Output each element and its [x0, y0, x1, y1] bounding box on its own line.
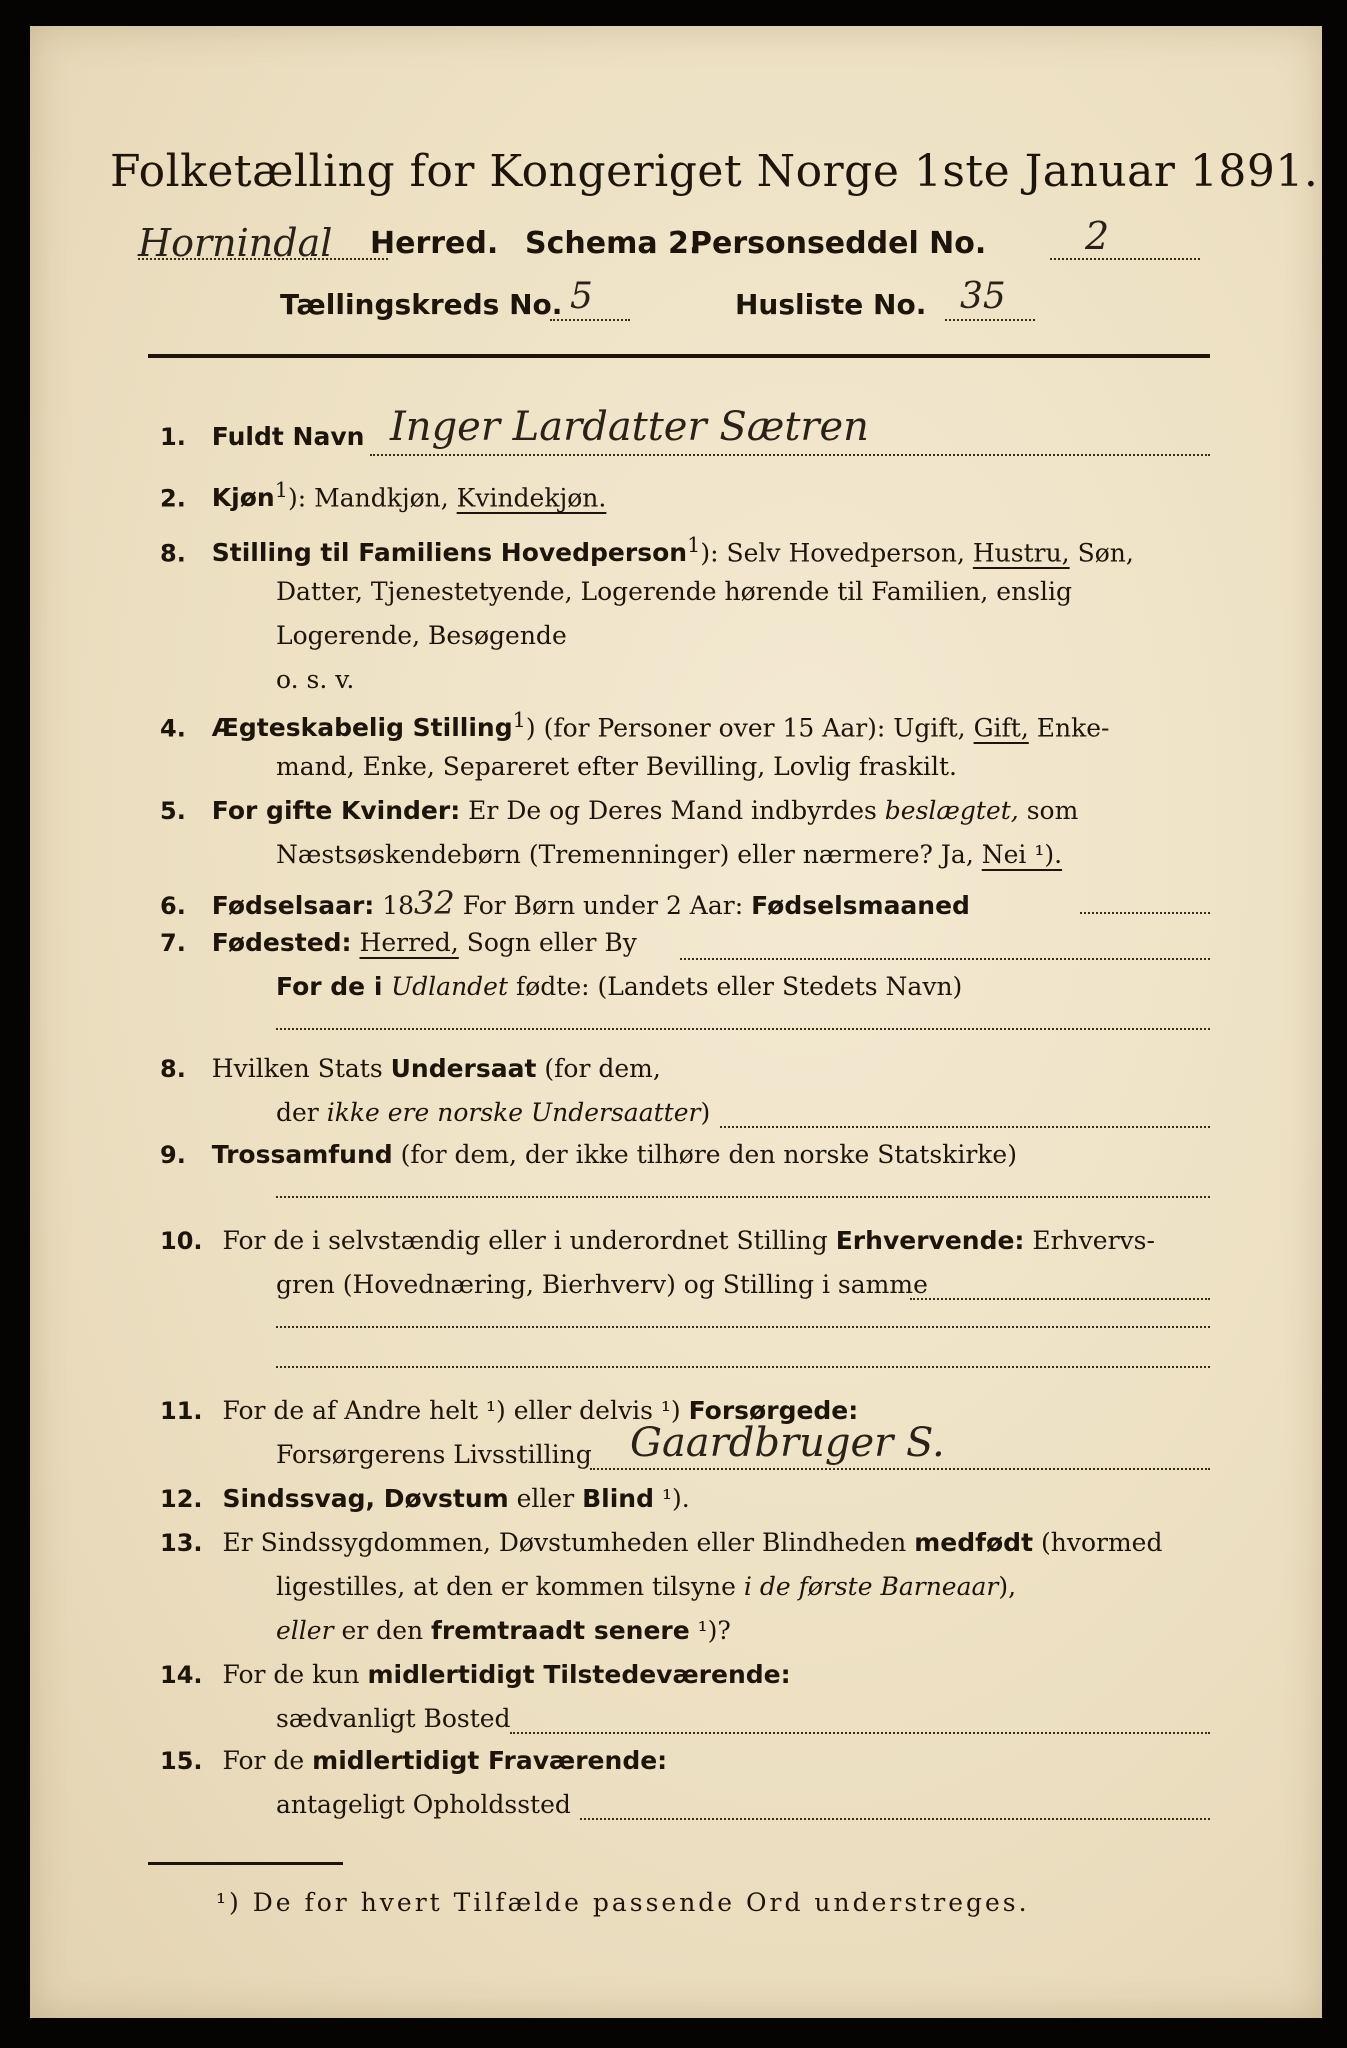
header-rule [148, 354, 1210, 358]
item-7-line2: For de i Udlandet fødte: (Landets eller Stedets Navn) [276, 972, 963, 1001]
personseddel-label: Personseddel No. [690, 226, 987, 261]
herred-handwritten: Hornindal [138, 221, 333, 265]
item-3-line2: Datter, Tjenestetyende, Logerende hørende til Familien, enslig [276, 577, 1073, 606]
item-11-line2: Forsørgerens Livsstilling [276, 1440, 592, 1469]
item-15: 15. For de midlertidigt Fraværende: [160, 1746, 668, 1775]
item-3-line3: Logerende, Besøgende [276, 621, 567, 650]
schema-label: Schema 2. [525, 226, 701, 261]
kreds-label: Tællingskreds No. [280, 288, 563, 321]
footnote-rule [148, 1862, 343, 1865]
item-5: 5. For gifte Kvinder: Er De og Deres Mand indbyrdes beslægtet, som [160, 796, 1079, 825]
item-14: 14. For de kun midlertidigt Tilstedeværende: [160, 1660, 791, 1689]
item-10: 10. For de i selvstændig eller i underordnet Stilling Erhvervende: Erhvervs- [160, 1226, 1155, 1255]
item-11-occupation-handwritten: Gaardbruger S. [630, 1420, 945, 1466]
census-form-sheet [30, 26, 1322, 2018]
item-9: 9. Trossamfund (for dem, der ikke tilhøre den norske Statskirke) [160, 1140, 1017, 1169]
herred-label: Herred. [370, 226, 499, 261]
item-8: 8. Hvilken Stats Undersaat (for dem, [160, 1054, 661, 1083]
item-14-line2: sædvanligt Bosted [276, 1704, 511, 1733]
item-6: 6. Fødselsaar: 1832 For Børn under 2 Aar: Fødselsmaaned [160, 884, 970, 922]
item-13: 13. Er Sindssygdommen, Døvstumheden eller Blindheden medfødt (hvormed [160, 1528, 1163, 1557]
item-8-line2: der ikke ere norske Undersaatter) [276, 1098, 711, 1127]
item-12: 12. Sindssvag, Døvstum eller Blind ¹). [160, 1484, 690, 1513]
item-4: 4. Ægteskabelig Stilling$^1$) (for Personer over 15 Aar): Ugift, Gift, Enke- [160, 708, 1110, 743]
kreds-handwritten: 5 [570, 276, 593, 317]
footnote: ¹) De for hvert Tilfælde passende Ord understreges. [216, 1888, 1030, 1917]
item-2: 2. Kjøn$^1$): Mandkjøn, Kvindekjøn. [160, 478, 607, 513]
item-10-line2: gren (Hovednæring, Bierhverv) og Stilling i samme [276, 1270, 928, 1299]
husliste-handwritten: 35 [960, 276, 1006, 317]
personseddel-handwritten: 2 [1085, 214, 1110, 258]
item-3: 8. Stilling til Familiens Hovedperson$^1$): Selv Hovedperson, Hustru, Søn, [160, 533, 1134, 568]
item-3-line4: o. s. v. [276, 665, 355, 694]
form-title: Folketælling for Kongeriget Norge 1ste Januar 1891. [110, 146, 1319, 197]
item-11: 11. For de af Andre helt ¹) eller delvis ¹) Forsørgede: [160, 1396, 859, 1425]
husliste-label: Husliste No. [735, 288, 927, 321]
item-7: 7. Fødested: Herred, Sogn eller By [160, 928, 637, 957]
item-13-line3: eller er den fremtraadt senere ¹)? [276, 1616, 731, 1645]
item-5-line2: Næstsøskendebørn (Tremenninger) eller nærmere? Ja, Nei ¹). [276, 840, 1063, 869]
item-4-line2: mand, Enke, Separeret efter Bevilling, Lovlig fraskilt. [276, 752, 957, 781]
item-13-line2: ligestilles, at den er kommen tilsyne i de første Barneaar), [276, 1572, 1017, 1601]
item-1-name-handwritten: Inger Lardatter Sætren [390, 404, 869, 450]
item-1: 1. Fuldt Navn [160, 422, 365, 451]
item-15-line2: antageligt Opholdssted [276, 1790, 571, 1819]
